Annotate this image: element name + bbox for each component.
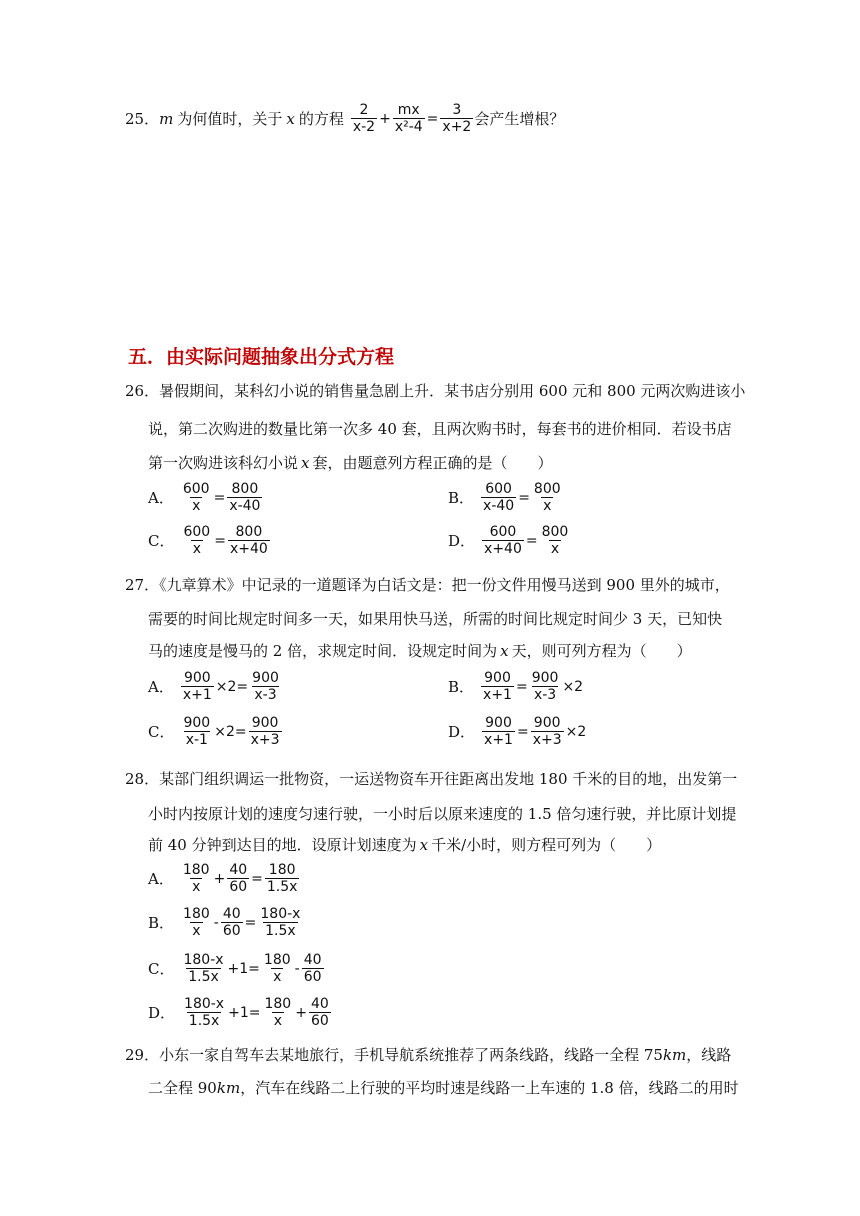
question-29-line2: 二全程 90 km ，汽车在线路二上行驶的平均时速是线路一上车速的 1.8 倍，线路二的用时 xyxy=(148,1078,739,1097)
option-a: A． $\frac{900}{x+1}$ ×2= $\frac{900}{x-3}$ xyxy=(148,670,279,704)
question-27-line2: 需要的时间比规定时间多一天，如果用快马送，所需的时间比规定时间少 3 天，已知快 xyxy=(148,610,723,628)
question-28-line2: 小时内按原计划的速度匀速行驶，一小时后以原来速度的 1.5 倍匀速行驶，并比原计划提 xyxy=(148,805,737,823)
option-c: C． $\frac{180-x}{1.5x}$ +1= $\frac{180}{x}$ - $\frac{40}{60}$ xyxy=(148,952,322,986)
fraction: $\frac{3}{x+2}$ xyxy=(442,102,472,136)
option-d: D． $\frac{600}{x+40}$ = $\frac{800}{x}$ xyxy=(448,524,569,558)
question-27-line3: 马的速度是慢马的 2 倍，求规定时间．设规定时间为 x 天，则可列方程为（ ） xyxy=(148,641,692,660)
question-25: 25． m 为何值时，关于 x 的方程 $\frac{2}{x-2}$ + $\frac{mx}{\text{x²-4}}$ = $\frac{3}{x+2}$ 会产生增根？ xyxy=(125,102,565,136)
question-29-line1: 29．小东一家自驾车去某地旅行，手机导航系统推荐了两条线路，线路一全程 75 km ，线路 xyxy=(125,1045,732,1064)
option-b: B． $\frac{600}{x-40}$ = $\frac{800}{x}$ xyxy=(448,481,561,515)
question-28-line3: 前 40 分钟到达目的地．设原计划速度为 x 千米/小时，则方程可列为（ ） xyxy=(148,835,662,854)
option-a: A． $\frac{600}{x}$ = $\frac{800}{x-40}$ xyxy=(148,481,261,515)
question-26-line3: 第一次购进该科幻小说 x 套，由题意列方程正确的是（ ） xyxy=(148,453,553,472)
option-b: B． $\frac{900}{x+1}$ = $\frac{900}{x-3}$ ×2 xyxy=(448,670,584,704)
option-c: C． $\frac{900}{x-1}$ ×2= $\frac{900}{x+3}$ xyxy=(148,715,280,749)
option-c: C． $\frac{600}{x}$ = $\frac{800}{x+40}$ xyxy=(148,524,268,558)
option-b: B． $\frac{180}{x}$ - $\frac{40}{60}$ = $\frac{180-x}{1.5x}$ xyxy=(148,906,301,940)
question-26-line2: 说，第二次购进的数量比第一次多 40 套，且两次购书时，每套书的进价相同．若设书店 xyxy=(148,420,732,438)
section-title: 五．由实际问题抽象出分式方程 xyxy=(128,346,395,368)
fraction: $\frac{2}{x-2}$ xyxy=(352,102,376,136)
question-28-line1: 28．某部门组织调运一批物资，一运送物资车开往距离出发地 180 千米的目的地，出发第一 xyxy=(125,770,738,788)
option-d: D． $\frac{900}{x+1}$ = $\frac{900}{x+3}$ ×2 xyxy=(448,715,587,749)
fraction: $\frac{mx}{\text{x²-4}}$ xyxy=(394,102,423,136)
option-a: A． $\frac{180}{x}$ + $\frac{40}{60}$ = $\frac{180}{1.5x}$ xyxy=(148,862,298,896)
question-27-line1: 27．《九章算术》中记录的一道题译为白话文是：把一份文件用慢马送到 900 里外的城市， xyxy=(125,576,730,594)
option-d: D． $\frac{180-x}{1.5x}$ +1= $\frac{180}{x}$ + $\frac{40}{60}$ xyxy=(148,996,329,1030)
question-26-line1: 26．暑假期间，某科幻小说的销售量急剧上升．某书店分别用 600 元和 800 元两次购进该小 xyxy=(125,382,746,400)
